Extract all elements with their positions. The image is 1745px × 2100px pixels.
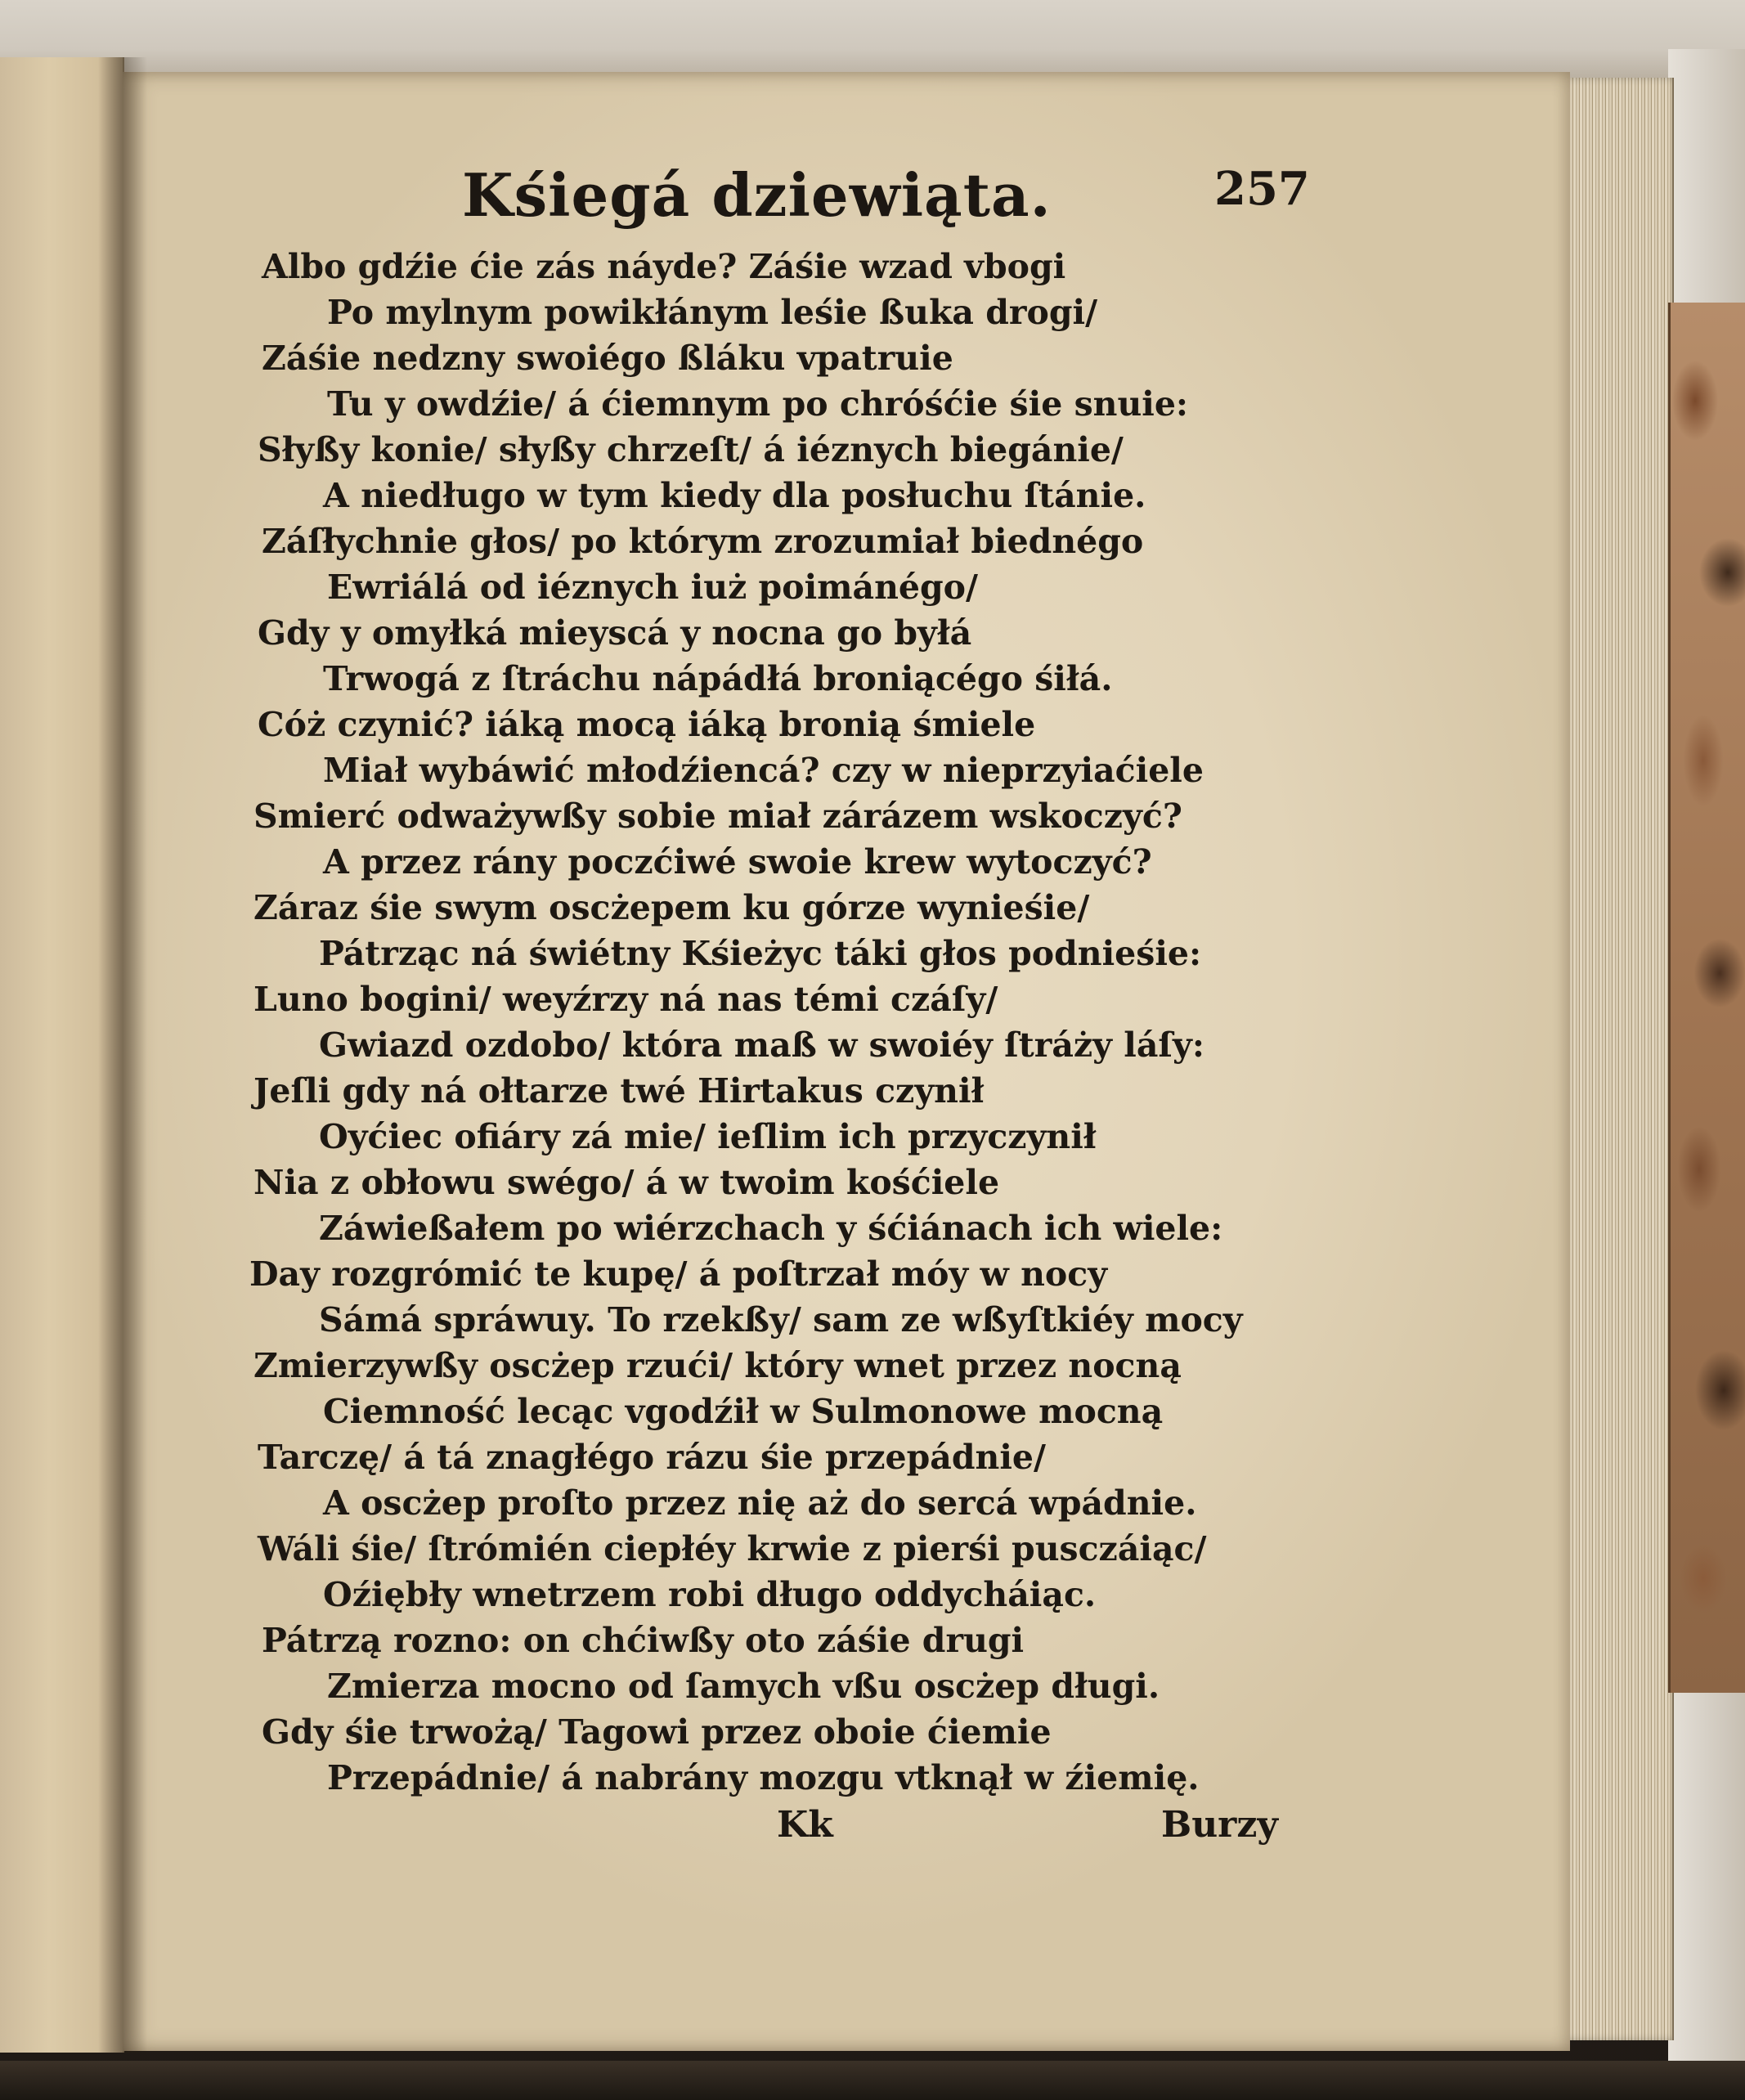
verse-line: Jeſli gdy ná ołtarze twé Hirtakus czynił <box>253 1071 985 1111</box>
verse-line: Albo gdźie ćie zás náyde? Záśie wzad vbogi <box>262 247 1066 286</box>
fore-edge-pages <box>1554 78 1674 2040</box>
verse-line: Pátrząc ná świétny Kśieżyc táki głos podnieśie: <box>319 934 1202 973</box>
gutter-shadow <box>98 57 147 2053</box>
verse-line: A niedługo w tym kiedy dla posłuchu ſtánie. <box>323 476 1146 515</box>
recto-page <box>123 72 1570 2051</box>
verse-line: Gdy śie trwożą/ Tagowi przez oboie ćiemie <box>262 1712 1052 1752</box>
marbled-cover-board <box>1668 303 1745 1693</box>
verse-line: Zmierza mocno od ſamych vßu oscżep długi. <box>327 1667 1160 1706</box>
verse-line: Przepádnie/ á nabrány mozgu vtknął w źiemię. <box>327 1758 1200 1797</box>
verse-line: Day rozgrómić te kupę/ á poſtrzał móy w nocy <box>249 1254 1108 1294</box>
verse-line: Nia z obłowu swégo/ á w twoim kośćiele <box>253 1163 1000 1202</box>
verse-line: Záwießałem po wiérzchach y śćiánach ich wiele: <box>319 1209 1223 1248</box>
verse-line: Pátrzą rozno: on chćiwßy oto záśie drugi <box>262 1621 1025 1660</box>
verse-line: Ciemność lecąc vgodźił w Sulmonowe mocną <box>323 1392 1164 1431</box>
running-head: Kśiegá dziewiąta. <box>462 160 1052 230</box>
verse-line: Záraz śie swym oscżepem ku górze wynieśie/ <box>253 888 1090 927</box>
verse-line: Smierć odważywßy sobie miał zárázem wskoczyć? <box>253 796 1182 836</box>
verse-line: Słyßy konie/ słyßy chrzeſt/ á iéznych biegánie/ <box>258 430 1124 469</box>
verse-line: Záśie nedzny swoiégo ßláku vpatruie <box>262 339 953 378</box>
page-number: 257 <box>1214 162 1310 216</box>
verse-line: Tu y owdźie/ á ćiemnym po chróśćie śie snuie: <box>327 384 1189 424</box>
scanner-top-edge <box>0 0 1745 82</box>
verse-line: Po mylnym powikłánym leśie ßuka drogi/ <box>327 293 1098 332</box>
verse-line: Zmierzywßy oscżep rzući/ który wnet przez nocną <box>253 1346 1182 1385</box>
signature-mark: Kk <box>777 1804 833 1846</box>
verse-line: Miał wybáwić młodźiencá? czy w nieprzyiaćiele <box>323 751 1204 790</box>
verse-line: A przez rány poczćiwé swoie krew wytoczyć? <box>323 842 1152 882</box>
verse-line: Gdy y omyłká mieyscá y nocna go byłá <box>258 613 972 653</box>
verse-line: Cóż czynić? iáką mocą iáką bronią śmiele <box>258 705 1036 744</box>
verse-line: Tarczę/ á tá znagłégo rázu śie przepádnie/ <box>258 1438 1046 1477</box>
verse-line: Oźiębły wnetrzem robi długo oddycháiąc. <box>323 1575 1097 1614</box>
verse-line: Sámá spráwuy. To rzekßy/ sam ze wßyſtkiéy mocy <box>319 1300 1243 1339</box>
verse-line: A oscżep proſto przez nię aż do sercá wpádnie. <box>323 1483 1197 1523</box>
verse-line: Wáli śie/ ſtrómién ciepłéy krwie z pierśi pusczáiąc/ <box>258 1529 1207 1568</box>
catchword: Burzy <box>1161 1804 1278 1846</box>
scanner-bottom-edge <box>0 2061 1745 2100</box>
verse-line: Gwiazd ozdobo/ która maß w swoiéy ſtráży láſy: <box>319 1025 1204 1065</box>
verse-line: Ewriálá od iéznych iuż poimánégo/ <box>327 568 978 607</box>
verse-line: Oyćiec ofiáry zá mie/ ieſlim ich przyczynił <box>319 1117 1097 1156</box>
verse-line: Luno bogini/ weyźrzy ná nas témi czáſy/ <box>253 980 998 1019</box>
verse-line: Trwogá z ſtráchu nápádłá broniącégo śiłá. <box>323 659 1113 698</box>
verse-line: Záſłychnie głos/ po którym zrozumiał biednégo <box>262 522 1144 561</box>
